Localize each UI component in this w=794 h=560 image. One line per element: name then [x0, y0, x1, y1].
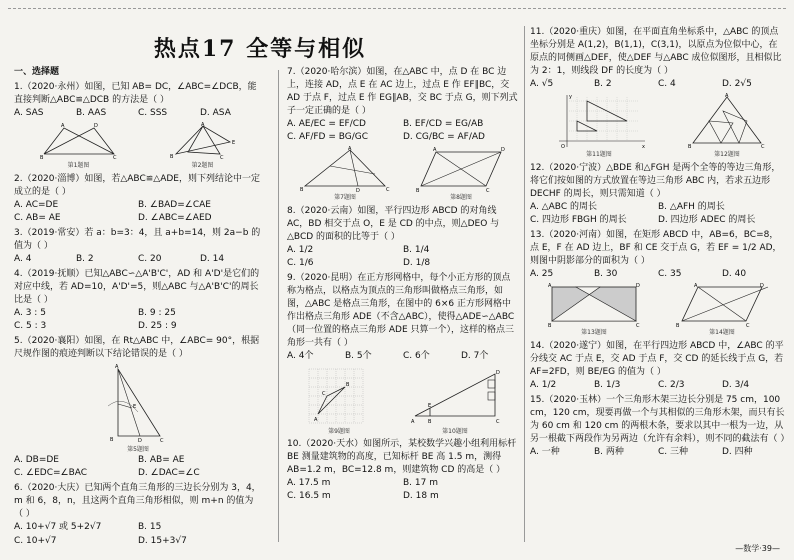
option-c: C. 10+√7: [14, 535, 57, 546]
svg-text:B: B: [300, 187, 304, 193]
figure-q10: [410, 366, 500, 426]
option-a: A. 3 : 5: [14, 308, 46, 319]
svg-text:C: C: [636, 323, 640, 328]
question-text: 8.（2020·云南）如图，平行四边形 ABCD 的对角线 AC，BD 相交于点 O，E 是 CD 的中点，则△DEO 与△BCD 的面积的比等于（ ）: [287, 205, 500, 243]
figure-q12: [687, 93, 767, 149]
question-11: [530, 26, 786, 160]
svg-text:A: A: [433, 147, 437, 154]
svg-text:y: y: [569, 94, 572, 101]
option-b: B. AAS: [76, 108, 107, 119]
figure-caption: 第13题图: [581, 329, 607, 337]
svg-text:C: C: [746, 323, 750, 328]
svg-text:D: D: [138, 437, 142, 444]
option-c: C. 三种: [658, 447, 689, 458]
option-a: A. AE/EC = EF/CD: [287, 119, 366, 130]
option-d: D. 3/4: [722, 380, 750, 391]
svg-text:A: A: [548, 283, 552, 290]
option-b: B. 30: [594, 269, 618, 280]
figure-caption: 第7题图: [334, 194, 356, 202]
question-15: [530, 394, 790, 459]
option-c: C. AF/FD = BG/GC: [287, 132, 369, 143]
question-text: 12.（2020·宁波）△BDE 和△FGH 是两个全等的等边三角形，将它们按如图的方式放置在等边三角形 ABC 内，若求五边形 DECHF 的周长，则只需知道（ ）: [530, 162, 781, 200]
figure-caption: 第8题图: [450, 194, 472, 202]
option-d: D. ∠DAC=∠C: [138, 468, 200, 479]
svg-text:O: O: [561, 144, 565, 150]
question-4: [14, 268, 262, 333]
question-10: [287, 438, 519, 503]
option-c: C. 16.5 m: [287, 491, 331, 502]
option-a: A. 10+√7 或 5+2√7: [14, 522, 102, 533]
svg-text:D: D: [93, 123, 98, 130]
figure-q9: [306, 366, 372, 426]
option-c: C. 35: [658, 269, 682, 280]
question-13: [530, 229, 786, 338]
svg-text:D: D: [496, 369, 500, 376]
svg-text:A: A: [314, 416, 318, 423]
svg-text:B: B: [110, 436, 114, 443]
column-middle: [287, 66, 519, 505]
question-text: 13.（2020·河南）如图，在矩形 ABCD 中，AB=6，BC=8，点 E，F 在 AD 边上，BF 和 CE 交于点 G，若 EF = 1/2 AD，则图中阴影部分的面积为（ ）: [530, 230, 782, 267]
figure-caption: 第1题图: [67, 162, 90, 170]
svg-text:D: D: [501, 147, 505, 154]
option-a: A. 25: [530, 269, 554, 280]
question-12: [530, 162, 786, 227]
figure-caption: 第2题图: [191, 162, 214, 170]
figure-q8: [416, 146, 506, 192]
option-a: A. △ABC 的周长: [530, 202, 597, 213]
option-d: D. 2√5: [722, 79, 752, 90]
question-5: [14, 335, 262, 480]
option-c: C. ∠EDC=∠BAC: [14, 468, 88, 479]
option-b: B. 15: [138, 522, 162, 533]
svg-text:B: B: [346, 381, 350, 388]
figure-q11: [549, 93, 649, 149]
column-divider: [524, 26, 525, 542]
figure-caption: 第10题图: [442, 427, 468, 435]
svg-text:E: E: [231, 140, 235, 147]
question-text: 4.（2019·抚顺）已知△ABC∽△A'B'C'，AD 和 A'D'是它们的对应中线，若 AD=10，A'D'=5，则△ABC 与△A'B'C'的周长比是（ ）: [14, 269, 260, 306]
option-b: B. 2: [594, 79, 612, 90]
page-number: —数学·39—: [735, 544, 780, 553]
svg-text:B: B: [416, 188, 420, 193]
svg-text:A: A: [725, 93, 729, 100]
figure-caption: 第12题图: [714, 151, 740, 159]
top-dashed-line: [8, 8, 786, 9]
question-text: 2.（2020·淄博）如图，若△ABC≌△ADE，则下列结论中一定成立的是（ ）: [14, 173, 260, 197]
option-d: D. 四边形 ADEC 的周长: [658, 215, 756, 226]
option-c: C. 2/3: [658, 380, 685, 391]
option-c: C. 6个: [403, 351, 430, 362]
option-b: B. EF/CD = EG/AB: [403, 119, 484, 130]
question-3: [14, 227, 262, 266]
option-d: D. 25 : 9: [138, 321, 177, 332]
svg-text:A: A: [200, 122, 204, 129]
question-text: 5.（2020·襄阳）如图，在 Rt△ABC 中，∠ABC= 90°，根据尺规作图的痕迹判断以下结论错误的是（ ）: [14, 336, 260, 360]
option-d: D. 40: [722, 269, 747, 280]
svg-text:A: A: [411, 418, 415, 425]
svg-text:C: C: [112, 155, 116, 161]
option-d: D. 四种: [722, 447, 753, 458]
svg-text:B: B: [676, 323, 680, 328]
figure-caption: 第5题图: [127, 445, 149, 453]
option-d: D. 7个: [461, 351, 489, 362]
option-b: B. 两种: [594, 447, 624, 458]
section-title: 一、选择题: [14, 67, 60, 77]
svg-text:C: C: [160, 437, 164, 444]
option-a: A. 4个: [287, 351, 314, 362]
figure-q14: [674, 283, 770, 327]
question-6: [14, 482, 262, 547]
option-b: B. AB= AE: [138, 455, 185, 466]
option-d: D. 18 m: [403, 491, 439, 502]
svg-text:C: C: [386, 187, 390, 193]
figure-caption: 第11题图: [586, 151, 612, 159]
svg-text:B: B: [428, 418, 432, 425]
option-a: A. 17.5 m: [287, 478, 331, 489]
option-d: D. 15+3√7: [138, 535, 187, 546]
question-text: 14.（2020·遂宁）如图，在平行四边形 ABCD 中，∠ABC 的平分线交 AC 于点 E，交 AD 于点 F，交 CD 的延长线于点 G，若 AF=2FD，则 BE/EG 的值为（ ）: [530, 341, 784, 378]
question-text: 9.（2020·昆明）在正方形网格中，每个小正方形的顶点称为格点，以格点为顶点的三角形叫做格点三角形，如图，△ABC 是格点三角形，在图中的 6×6 正方形网格中作出格点三角形 ADE（不含△ABC），使得△ADE∽△ABC（同一位置的格点三角形 ADE 只算一个），这样的格点三角形一共有（ ）: [287, 273, 515, 349]
figure-q1: [39, 122, 119, 160]
question-14: [530, 340, 786, 392]
svg-text:x: x: [642, 144, 645, 150]
option-c: C. AB= AE: [14, 213, 61, 224]
question-1: [14, 81, 262, 171]
question-8: [287, 205, 519, 270]
option-c: C. 4: [658, 79, 676, 90]
option-b: B. 9 : 25: [138, 308, 176, 319]
option-d: D. 14: [200, 254, 225, 265]
option-a: A. 1/2: [287, 245, 314, 256]
option-a: A. 4: [14, 254, 32, 265]
svg-text:A: A: [348, 146, 352, 153]
figure-q13: [546, 283, 642, 327]
question-text: 7.（2020·哈尔滨）如图，在△ABC 中，点 D 在 BC 边上，连接 AD，点 E 在 AC 边上，过点 E 作 EF∥BC，交 AD 于点 F，过点 E 作 EG∥AB，交 BC 于点 G，则下列式子一定正确的是（ ）: [287, 67, 518, 117]
svg-text:B: B: [39, 155, 43, 161]
question-2: [14, 173, 262, 225]
option-b: B. 5个: [345, 351, 372, 362]
svg-text:B: B: [169, 154, 173, 161]
option-c: C. 20: [138, 254, 162, 265]
option-d: D. ∠ABC=∠AED: [138, 213, 212, 224]
option-b: B. 17 m: [403, 478, 438, 489]
option-c: C. 1/6: [287, 258, 314, 269]
svg-text:B: B: [688, 144, 692, 150]
option-c: C. SSS: [138, 108, 168, 119]
option-a: A. SAS: [14, 108, 44, 119]
svg-text:A: A: [694, 283, 698, 290]
question-text: 6.（2020·大庆）已知两个直角三角形的三边长分别为 3，4，m 和 6，8，n，且这两个直角三角形相似，则 m+n 的值为（ ）: [14, 483, 261, 520]
figure-caption: 第14题图: [709, 329, 735, 337]
option-a: A. DB=DE: [14, 455, 59, 466]
option-c: C. 5 : 3: [14, 321, 47, 332]
column-left: [14, 66, 262, 550]
option-b: B. △AFH 的周长: [658, 202, 725, 213]
option-a: A. 1/2: [530, 380, 557, 391]
figure-caption: 第9题图: [328, 427, 350, 435]
svg-text:A: A: [60, 123, 64, 130]
question-text: 1.（2020·永州）如图，已知 AB= DC，∠ABC=∠DCB，能直接判断△ABC≌△DCB 的方法是（ ）: [14, 82, 257, 106]
option-b: B. 2: [76, 254, 94, 265]
svg-text:B: B: [548, 323, 552, 328]
option-a: A. 一种: [530, 447, 560, 458]
question-text: 15.（2020·玉林）一个三角形木架三边长分别是 75 cm，100 cm，120 cm，现要再做一个与其相似的三角形木架，而只有长为 60 cm 和 120 cm 的两根木条，要求以其中一根为一边，从另一根截下两段作为另两边（允许有余料），则不同的截法有（ ）: [530, 395, 790, 445]
figure-q7: [300, 146, 390, 192]
option-c: C. 四边形 FBGH 的周长: [530, 215, 627, 226]
question-9: [287, 272, 519, 436]
question-7: [287, 66, 519, 203]
option-b: B. 1/3: [594, 380, 621, 391]
svg-text:C: C: [322, 390, 326, 397]
page-header: [0, 32, 520, 63]
column-right: [530, 26, 790, 461]
question-text: 11.（2020·重庆）如图，在平面直角坐标系中，△ABC 的顶点坐标分别是 A(1,2)，B(1,1)，C(3,1)，以原点为位似中心，在原点的同侧画△DEF，使△DEF 与△ABC 成位似图形，且相似比为 2：1，则线段 DF 的长度为（ ）: [530, 27, 782, 77]
svg-text:C: C: [761, 144, 765, 150]
svg-text:D: D: [760, 283, 764, 290]
question-text: 3.（2019·常安）若 a：b=3：4，且 a+b=14，则 2a−b 的值为（ ）: [14, 228, 261, 252]
option-b: B. 1/4: [403, 245, 430, 256]
question-text: 10.（2020·天水）如图所示，某校数学兴趣小组利用标杆 BE 测量建筑物的高度，已知标杆 BE 高 1.5 m，测得 AB=1.2 m，BC=12.8 m，则建筑物 CD 的高是（ ）: [287, 439, 517, 476]
svg-text:C: C: [496, 418, 500, 425]
svg-text:C: C: [219, 155, 223, 161]
option-a: A. √5: [530, 79, 554, 90]
svg-text:D: D: [356, 188, 360, 193]
column-divider: [278, 70, 279, 542]
figure-q5: [98, 364, 178, 444]
svg-text:C: C: [486, 188, 490, 193]
svg-text:D: D: [636, 283, 640, 290]
svg-text:E: E: [133, 403, 137, 410]
svg-text:E: E: [428, 402, 432, 409]
svg-text:A: A: [115, 363, 119, 370]
option-d: D. ASA: [200, 108, 231, 119]
page-title: 热点17 全等与相似: [153, 36, 367, 62]
option-b: B. ∠BAD=∠CAE: [138, 199, 211, 210]
option-d: D. CG/BC = AF/AD: [403, 132, 485, 143]
option-d: D. 1/8: [403, 258, 431, 269]
option-a: A. AC=DE: [14, 199, 59, 210]
figure-q2: [168, 122, 238, 160]
